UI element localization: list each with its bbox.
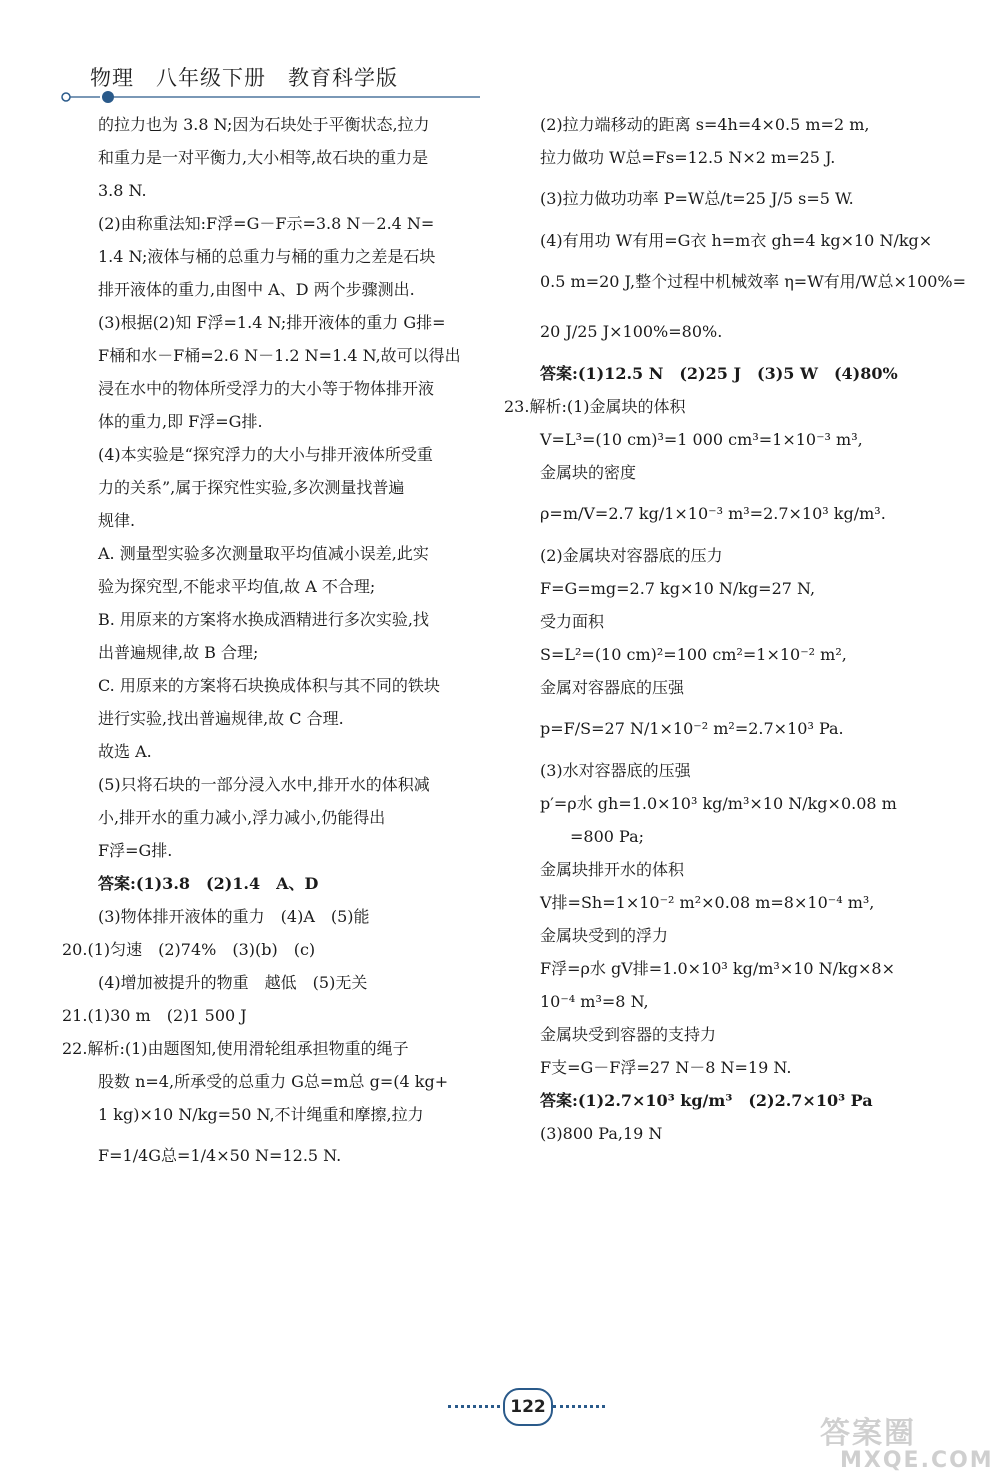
text-line: 浸在水中的物体所受浮力的大小等于物体排开液 [98, 379, 435, 398]
answer-line: 答案:(1)2.7×10³ kg/m³ (2)2.7×10³ Pa [540, 1091, 873, 1110]
formula-line: 20 J/25 J×100%=80%. [540, 322, 723, 341]
text-line: A. 测量型实验多次测量取平均值减小误差,此实 [98, 544, 429, 563]
text-line: (2)由称重法知:F浮=G－F示=3.8 N－2.4 N= [98, 214, 435, 233]
question-line: 20.(1)匀速 (2)74% (3)(b) (c) [62, 940, 316, 959]
text-line: V排=Sh=1×10⁻² m²×0.08 m=8×10⁻⁴ m³, [540, 893, 875, 912]
text-line: (3)根据(2)知 F浮=1.4 N;排开液体的重力 G排= [98, 313, 446, 332]
answer-line: 答案:(1)3.8 (2)1.4 A、D [98, 874, 319, 893]
text-line: 股数 n=4,所承受的总重力 G总=m总 g=(4 kg+ [98, 1072, 449, 1091]
text-line: =800 Pa; [570, 827, 645, 846]
text-line: V=L³=(10 cm)³=1 000 cm³=1×10⁻³ m³, [540, 430, 863, 449]
text-line: 3.8 N. [98, 181, 147, 200]
text-line: 进行实验,找出普遍规律,故 C 合理. [98, 709, 344, 728]
question-line: 22.解析:(1)由题图知,使用滑轮组承担物重的绳子 [62, 1039, 409, 1058]
text-line: 验为探究型,不能求平均值,故 A 不合理; [98, 577, 376, 596]
text-line: (2)拉力端移动的距离 s=4h=4×0.5 m=2 m, [540, 115, 870, 134]
text-line: 故选 A. [98, 742, 152, 761]
text-line: (4)本实验是“探究浮力的大小与排开液体所受重 [98, 445, 433, 464]
formula-line: p=F/S=27 N/1×10⁻² m²=2.7×10³ Pa. [540, 719, 844, 738]
header-title: 物理 八年级下册 教育科学版 [90, 66, 398, 90]
question-line: 23.解析:(1)金属块的体积 [504, 397, 686, 416]
text-line: 1.4 N;液体与桶的总重力与桶的重力之差是石块 [98, 247, 436, 266]
text-line: B. 用原来的方案将水换成酒精进行多次实验,找 [98, 610, 430, 629]
text-line: F浮=G排. [98, 841, 173, 860]
page-number: 122 [503, 1388, 553, 1426]
text-line: 金属块排开水的体积 [540, 860, 685, 879]
text-line: (2)金属块对容器底的压力 [540, 546, 723, 565]
text-line: (3)水对容器底的压强 [540, 761, 691, 780]
question-line: 21.(1)30 m (2)1 500 J [62, 1006, 247, 1025]
text-line: F支=G－F浮=27 N－8 N=19 N. [540, 1058, 792, 1077]
formula-line: (3)拉力做功功率 P=W总/t=25 J/5 s=5 W. [540, 189, 854, 208]
text-line: 1 kg)×10 N/kg=50 N,不计绳重和摩擦,拉力 [98, 1105, 424, 1124]
text-line: 力的关系”,属于探究性实验,多次测量找普遍 [98, 478, 405, 497]
text-line: (3)物体排开液体的重力 (4)A (5)能 [98, 907, 370, 926]
text-line: 小,排开水的重力减小,浮力减小,仍能得出 [98, 808, 386, 827]
text-line: 金属块的密度 [540, 463, 637, 482]
text-line: (5)只将石块的一部分浸入水中,排开水的体积减 [98, 775, 430, 794]
text-line: (4)增加被提升的物重 越低 (5)无关 [98, 973, 368, 992]
text-line: F桶和水－F桶=2.6 N－1.2 N=1.4 N,故可以得出 [98, 346, 461, 365]
text-line: 和重力是一对平衡力,大小相等,故石块的重力是 [98, 148, 429, 167]
text-line: 拉力做功 W总=Fs=12.5 N×2 m=25 J. [540, 148, 836, 167]
text-line: 规律. [98, 511, 136, 530]
footer-dots-right [553, 1405, 605, 1408]
right-column [504, 108, 970, 1150]
text-line: 金属块受到容器的支持力 [540, 1025, 717, 1044]
text-line: C. 用原来的方案将石块换成体积与其不同的铁块 [98, 676, 440, 695]
text-line: 10⁻⁴ m³=8 N, [540, 992, 649, 1011]
watermark-url: MXQE.COM [840, 1448, 994, 1473]
text-line: 的拉力也为 3.8 N;因为石块处于平衡状态,拉力 [98, 115, 430, 134]
text-line: S=L²=(10 cm)²=100 cm²=1×10⁻² m², [540, 645, 847, 664]
text-line: 体的重力,即 F浮=G排. [98, 412, 263, 431]
text-line: 受力面积 [540, 612, 605, 631]
watermark-logo: 答案圈 [820, 1416, 916, 1451]
text-line: 金属对容器底的压强 [540, 678, 685, 697]
watermark [820, 1408, 994, 1478]
page-header [60, 56, 480, 106]
text-line: p′=ρ水 gh=1.0×10³ kg/m³×10 N/kg×0.08 m [540, 794, 897, 813]
formula-line: F=1/4G总=1/4×50 N=12.5 N. [98, 1146, 342, 1165]
formula-line: ρ=m/V=2.7 kg/1×10⁻³ m³=2.7×10³ kg/m³. [540, 504, 886, 523]
header-rule [60, 90, 480, 106]
text-line: (4)有用功 W有用=G衣 h=m衣 gh=4 kg×10 N/kg× [540, 231, 933, 250]
footer-dots-left [448, 1405, 500, 1408]
text-line: F浮=ρ水 gV排=1.0×10³ kg/m³×10 N/kg×8× [540, 959, 896, 978]
formula-line: 0.5 m=20 J,整个过程中机械效率 η=W有用/W总×100%= [540, 272, 967, 291]
left-column [62, 108, 518, 1181]
text-line: 出普遍规律,故 B 合理; [98, 643, 259, 662]
text-line: 排开液体的重力,由图中 A、D 两个步骤测出. [98, 280, 415, 299]
text-line: F=G=mg=2.7 kg×10 N/kg=27 N, [540, 579, 816, 598]
text-line: 金属块受到的浮力 [540, 926, 669, 945]
text-line: (3)800 Pa,19 N [540, 1124, 663, 1143]
answer-line: 答案:(1)12.5 N (2)25 J (3)5 W (4)80% [540, 364, 898, 383]
